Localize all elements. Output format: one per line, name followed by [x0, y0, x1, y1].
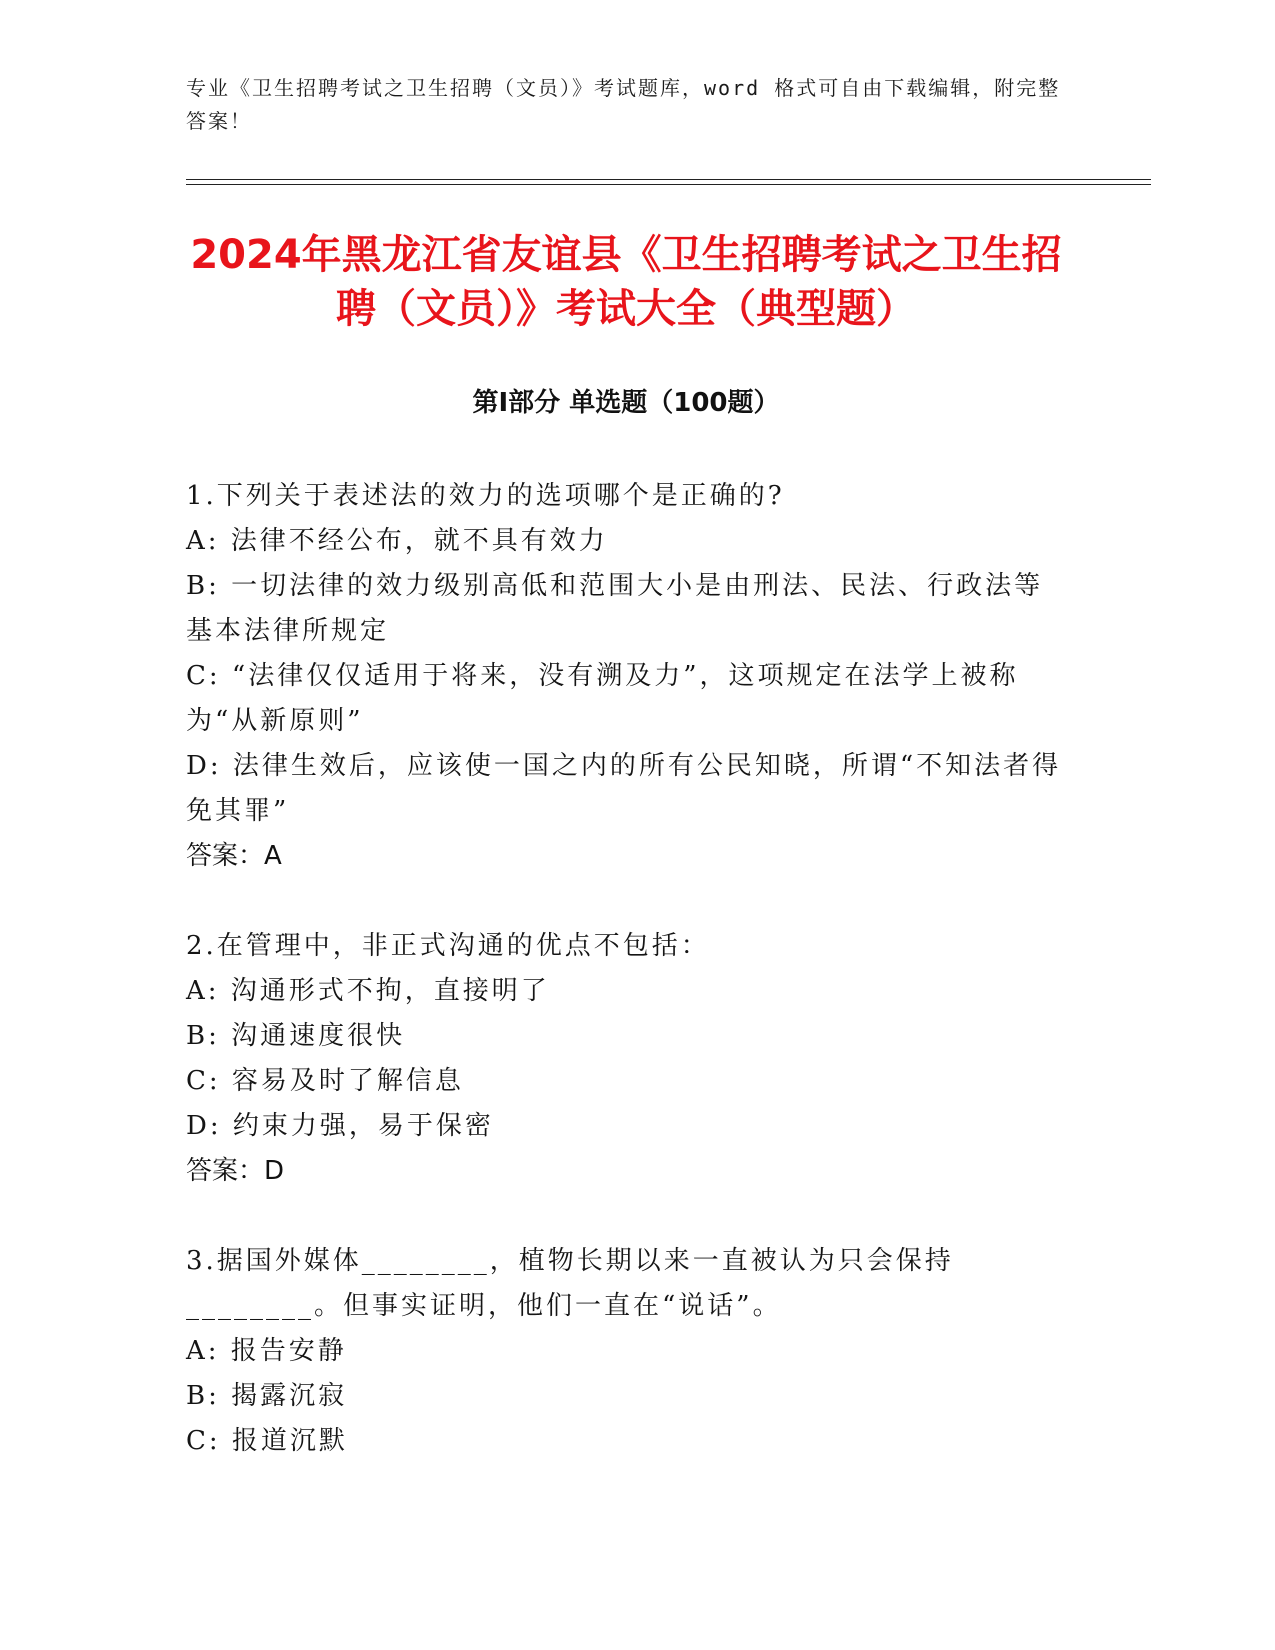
answer-label: 答案：A [186, 841, 282, 871]
option-c: C: 报道沉默 [186, 1426, 348, 1456]
option-d: D: 约束力强，易于保密 [186, 1111, 494, 1141]
option-a: A: 沟通形式不拘，直接明了 [186, 976, 550, 1006]
question-stem: 3.据国外媒体________，植物长期以来一直被认为只会保持________。但事实证明，他们一直在“说话”。 [186, 1246, 954, 1321]
section-heading: 第Ⅰ部分 单选题（100题） [472, 388, 780, 418]
header-divider-bottom [186, 184, 1151, 185]
option-c: C: “法律仅仅适用于将来，没有溯及力”，这项规定在法学上被称为“从新原则” [186, 661, 1019, 736]
option-b: B: 揭露沉寂 [186, 1381, 348, 1411]
option-b: B: 沟通速度很快 [186, 1021, 406, 1051]
question-stem: 2.在管理中，非正式沟通的优点不包括： [186, 931, 710, 961]
option-c: C: 容易及时了解信息 [186, 1066, 464, 1096]
option-a: A: 报告安静 [186, 1336, 347, 1366]
header-divider-top [186, 179, 1151, 180]
document-title: 2024年黑龙江省友谊县《卫生招聘考试之卫生招聘（文员）》考试大全（典型题） [190, 232, 1062, 332]
option-b: B: 一切法律的效力级别高低和范围大小是由刑法、民法、行政法等基本法律所规定 [186, 571, 1044, 646]
question-stem: 1.下列关于表述法的效力的选项哪个是正确的? [186, 481, 785, 511]
answer-label: 答案：D [186, 1156, 285, 1186]
option-d: D: 法律生效后，应该使一国之内的所有公民知晓，所谓“不知法者得免其罪” [186, 751, 1062, 826]
option-a: A: 法律不经公布，就不具有效力 [186, 526, 608, 556]
question-1 [186, 474, 1066, 879]
header-note: 专业《卫生招聘考试之卫生招聘（文员）》考试题库，word 格式可自由下载编辑，附完整答案！ [186, 76, 1061, 133]
question-list [186, 474, 1066, 1509]
question-2 [186, 924, 1066, 1194]
question-3 [186, 1239, 1066, 1464]
